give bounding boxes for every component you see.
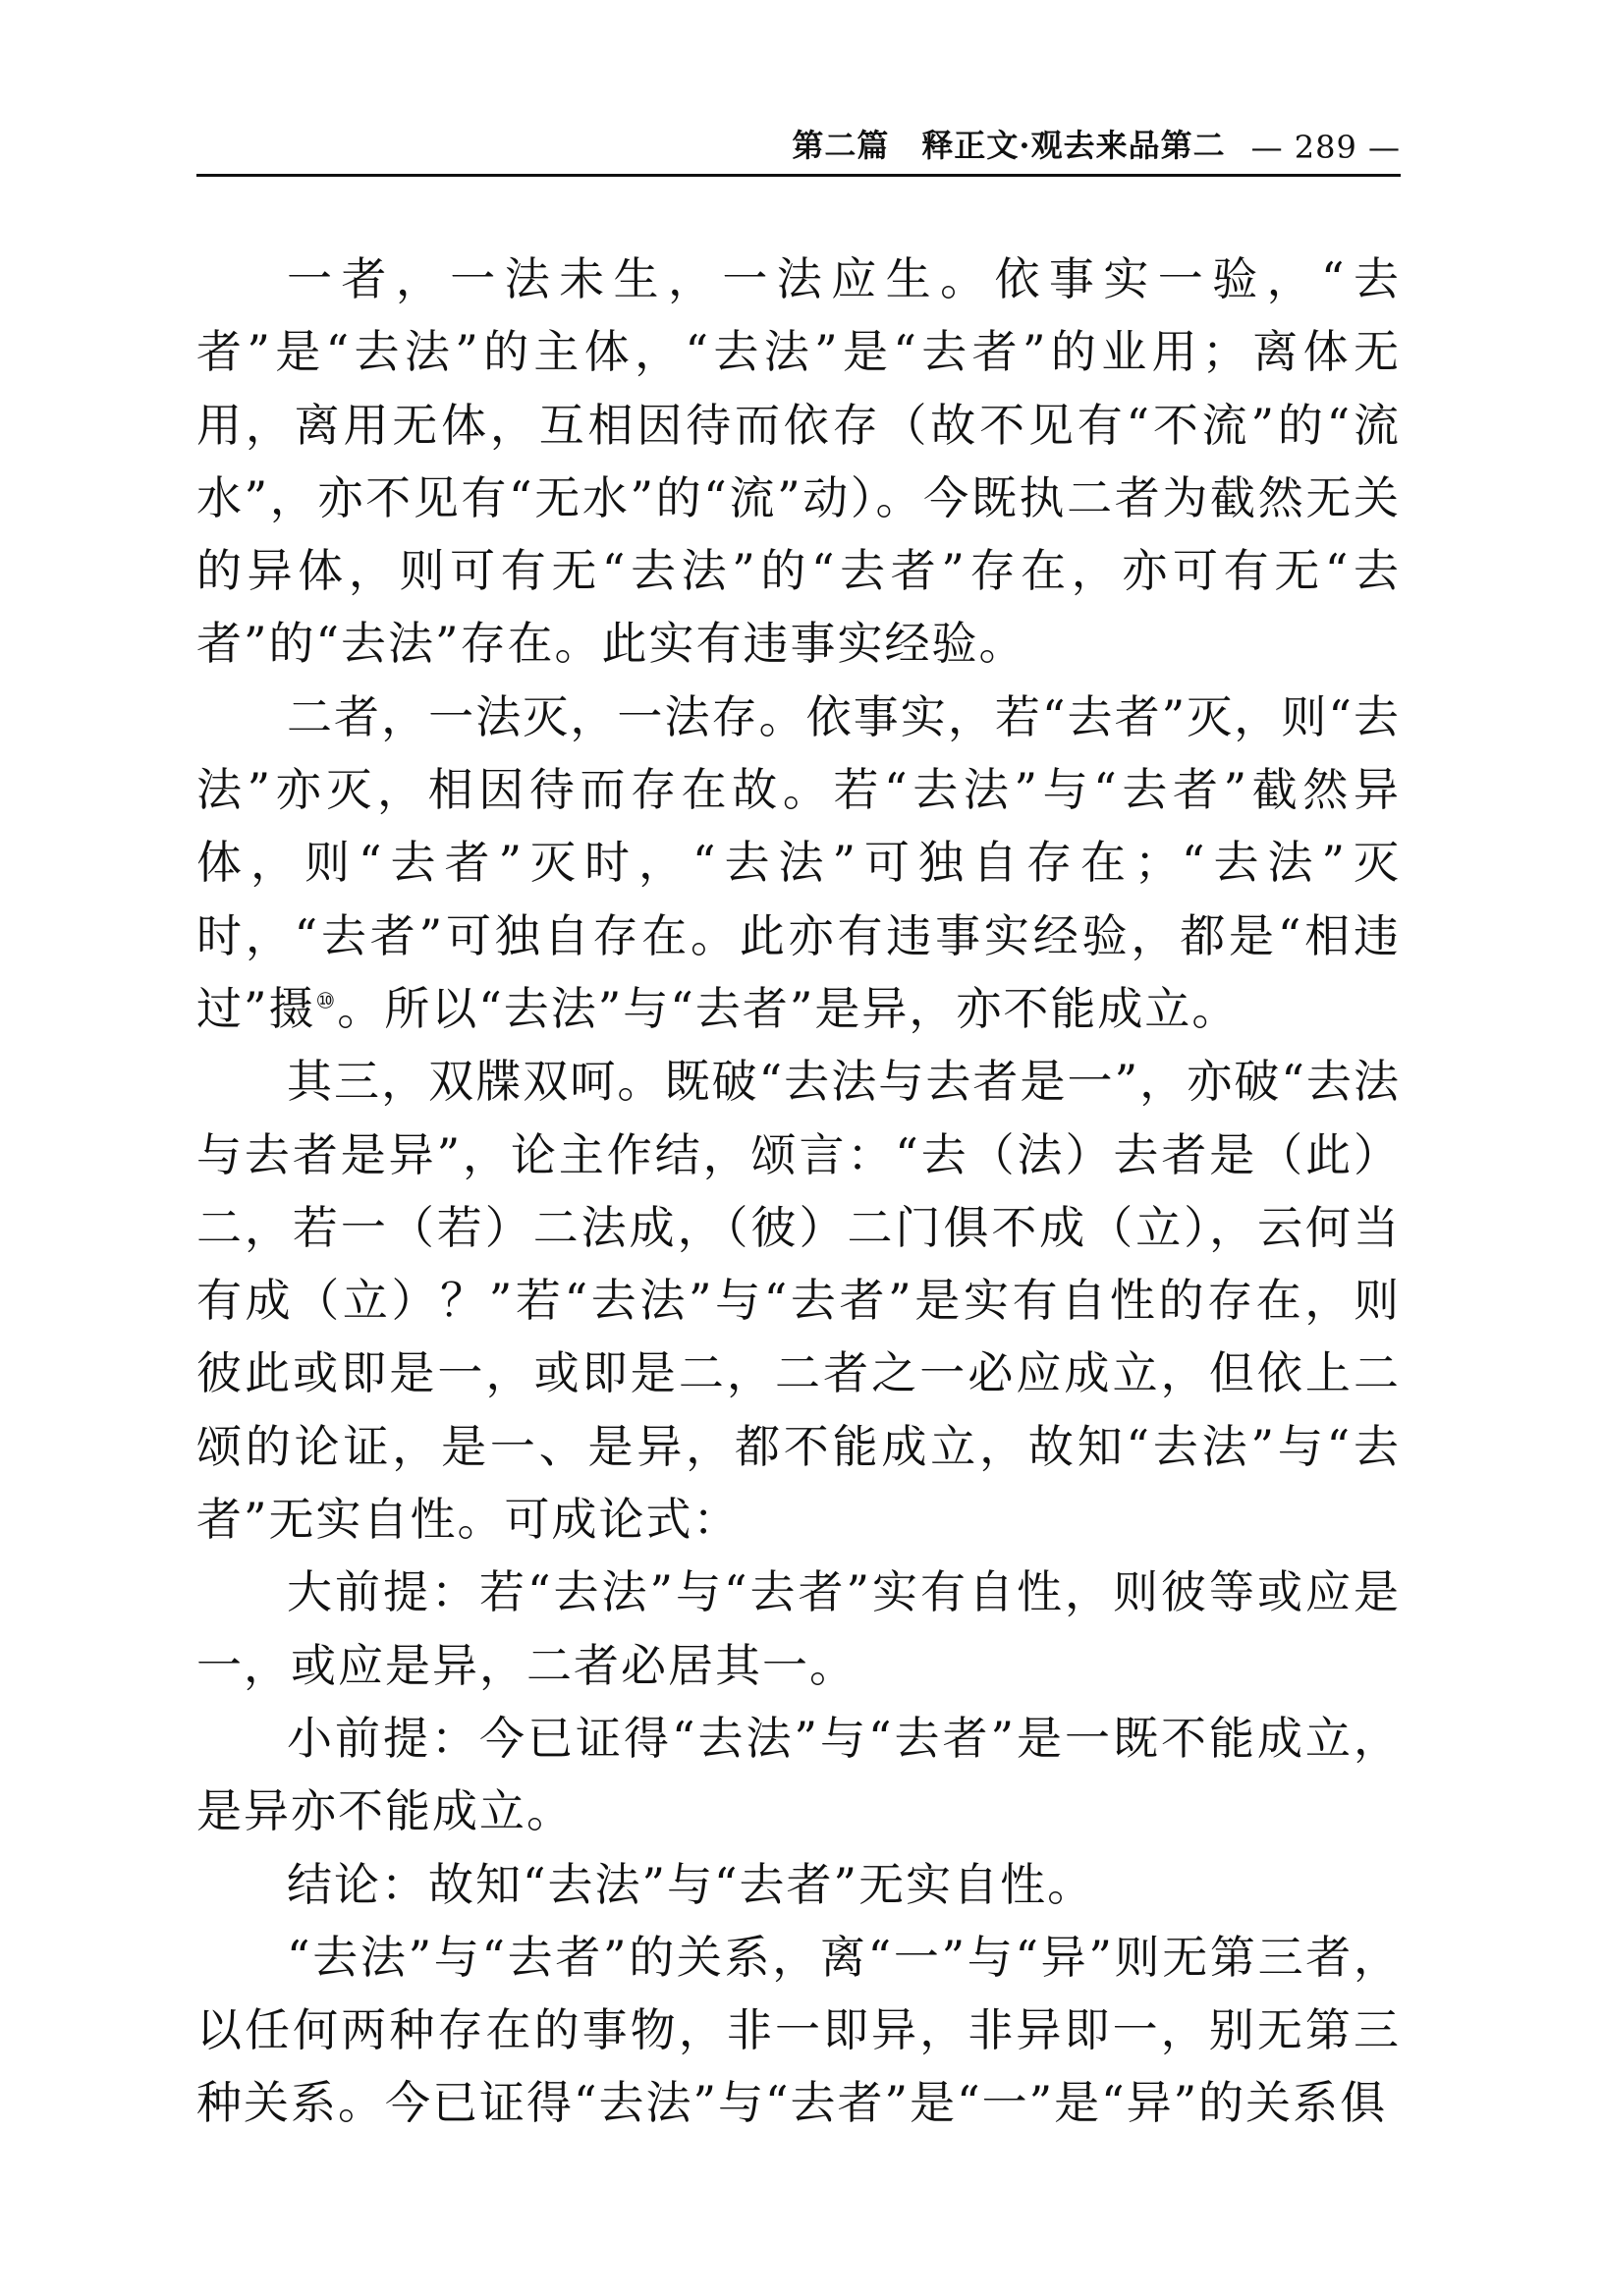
major-premise: 大前提：若“去法”与“去者”实有自性，则彼等或应是一，或应是异，二者必居其一。 [196,1565,1401,1692]
paragraph-1: 一者，一法未生，一法应生。依事实一验，“去者”是“去法”的主体，“去法”是“去者”的业用；离体无用，离用无体，互相因待而依存（故不见有“不流”的“流水”，亦不见有“无水”的“流”动）。今既执二者为截然无关的异体，则可有无“去法”的“去者”存在，亦可有无“去者”的“去法”存在。此实有违事实经验。 [196,252,1401,671]
chapter-title: 第二篇 释正文·观去来品第二 [792,127,1226,164]
paragraph-2-text-a: 二者，一法灭，一法存。依事实，若“去者”灭，则“去法”亦灭，相因待而存在故。若“去法”与“去者”截然异体，则“去者”灭时，“去法”可独自存在；“去法”灭时，“去者”可独自存在。此亦有违事实经验，都是“相违过”摄 [196,689,1401,1035]
minor-premise: 小前提：今已证得“去法”与“去者”是一既不能成立，是异亦不能成立。 [196,1711,1401,1838]
paragraph-2-text-b: 。所以“去法”与“去者”是异，亦不能成立。 [337,981,1240,1035]
conclusion: 结论：故知“去法”与“去者”无实自性。 [287,1857,1095,1911]
running-header [196,127,1401,177]
page-number: — 289 — [1250,129,1401,166]
body-text [196,243,1401,2140]
paragraph-7: “去法”与“去者”的关系，离“一”与“异”则无第三者，以任何两种存在的事物，非一即异，非异即一，别无第三种关系。今已证得“去法”与“去者”是“一”是“异”的关系俱 [196,1930,1401,2130]
footnote-marker: ⑩ [315,989,338,1014]
paragraph-3: 其三，双牒双呵。既破“去法与去者是一”，亦破“去法与去者是异”，论主作结，颂言：“去（法）去者是（此）二，若一（若）二法成，（彼）二门俱不成（立），云何当有成（立）？”若“去法”与“去者”是实有自性的存在，则彼此或即是一，或即是二，二者之一必应成立，但依上二颂的论证，是一、是异，都不能成立，故知“去法”与“去者”无实自性。可成论式： [196,1055,1401,1547]
paragraph-2 [196,681,1401,1045]
